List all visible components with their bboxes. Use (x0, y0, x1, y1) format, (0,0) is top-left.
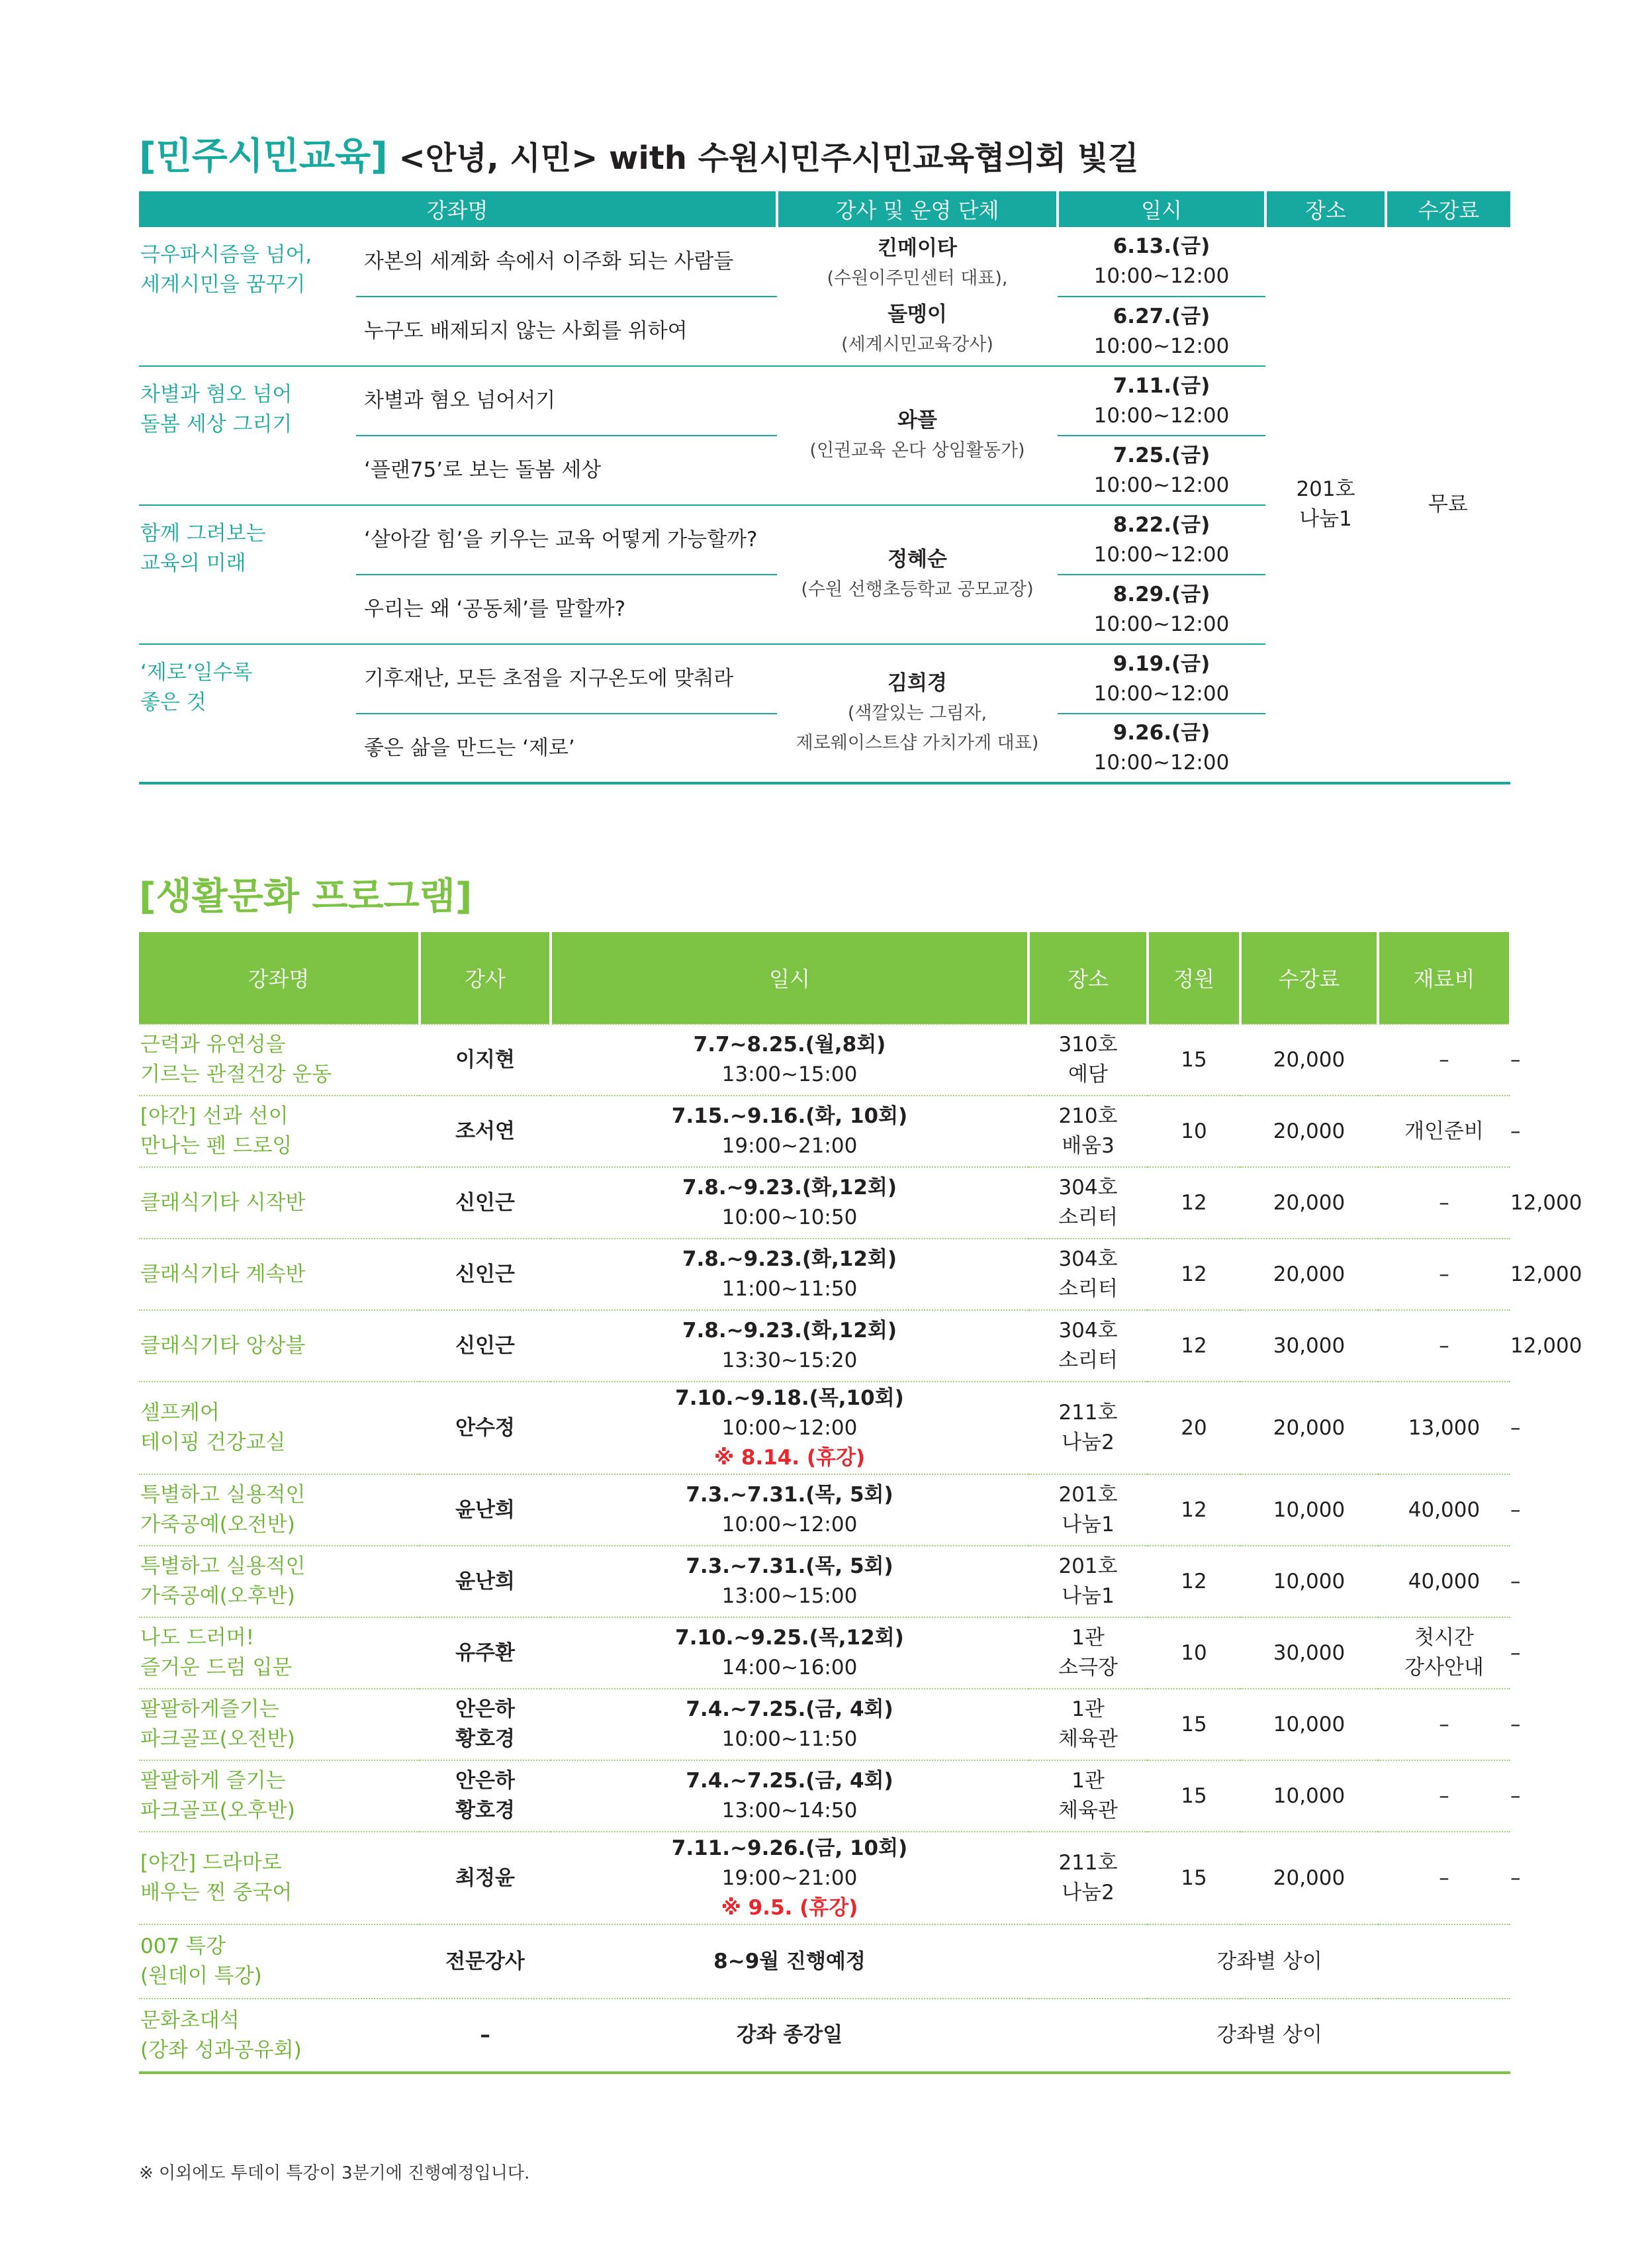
teacher-name: 황호경 (455, 1727, 515, 1751)
course-name-line: 클래식기타 앙상블 (140, 1333, 306, 1358)
date-cell (1058, 436, 1265, 505)
course-name-line: 팔팔하게즐기는 (140, 1697, 279, 1721)
schedule-cell (551, 1310, 1028, 1382)
table-row: 클래식기타 앙상블 신인근 7.8.~9.23.(화,12회) 13:30~15:20 304호 소리터 12 30,000 – 12,000 (139, 1310, 1510, 1382)
varies-cell: 강좌별 상이 (1028, 1999, 1510, 2073)
capacity-cell: 12 (1148, 1310, 1240, 1382)
date-cell (1058, 714, 1265, 783)
course-name-line: 나도 드러머! (140, 1626, 255, 1650)
place-room: 201호 (1296, 477, 1355, 501)
course-name-cell (139, 1474, 420, 1546)
material-line: 40,000 (1408, 1569, 1481, 1593)
date-day: 8.29.(금) (1113, 582, 1210, 606)
instructor-cell (777, 644, 1058, 783)
table-row (139, 227, 1510, 297)
table-row: 특별하고 실용적인 가죽공예(오후반) 윤난희 7.3.~7.31.(목, 5회) 13:00~15:00 201호 나눔1 12 10,000 40,000 – (139, 1546, 1510, 1617)
place-cell (1028, 1689, 1148, 1760)
schedule-time: 13:00~14:50 (721, 1799, 858, 1822)
varies-cell: 강좌별 상이 (1028, 1924, 1510, 1999)
header-date: 일시 (551, 932, 1028, 1024)
schedule-time: 13:00~15:00 (721, 1584, 858, 1608)
header-material: 재료비 (1378, 932, 1510, 1024)
place-line: 나눔1 (1062, 1513, 1115, 1536)
course-name-cell (139, 1546, 420, 1617)
schedule-time: 10:00~11:50 (721, 1727, 858, 1751)
teacher-cell (420, 1474, 551, 1546)
place-cell (1028, 1239, 1148, 1310)
date-cell (1058, 505, 1265, 575)
material-cell (1378, 1096, 1510, 1167)
header-fee: 수강료 (1240, 932, 1378, 1024)
theme-line: 차별과 혐오 넘어 (140, 383, 293, 406)
instructor-name: 돌멩이 (888, 302, 947, 326)
place-line: 1관 (1072, 1697, 1105, 1721)
material-cell (1378, 1167, 1510, 1239)
schedule-time: 10:00~10:50 (721, 1205, 858, 1229)
teacher-name: 황호경 (455, 1799, 515, 1822)
teacher-cell (420, 1546, 551, 1617)
instructor-cell (777, 366, 1058, 505)
capacity-cell: 12 (1148, 1167, 1240, 1239)
theme-line: 교육의 미래 (140, 551, 246, 575)
teacher-name: 이지현 (455, 1047, 515, 1072)
teacher-name: 유주환 (455, 1640, 515, 1665)
schedule-dates: 7.7~8.25.(월,8회) (693, 1033, 886, 1057)
schedule-time: 13:30~15:20 (721, 1348, 858, 1372)
capacity-cell: 12 (1148, 1239, 1240, 1310)
fee-cell: 10,000 (1240, 1689, 1378, 1760)
place-line: 304호 (1058, 1247, 1118, 1271)
place-line: 체육관 (1058, 1727, 1118, 1751)
material-cell (1378, 1239, 1510, 1310)
date-day: 7.11.(금) (1113, 373, 1210, 398)
place-line: 소극장 (1058, 1656, 1118, 1679)
course-name-cell (139, 1999, 420, 2073)
teacher-name: 윤난희 (455, 1497, 515, 1522)
teacher-cell: 전문강사 (420, 1924, 551, 1999)
material-cell (1378, 1617, 1510, 1689)
material-cell (1378, 1546, 1510, 1617)
capacity-cell: 15 (1148, 1760, 1240, 1832)
table-row: 클래식기타 계속반 신인근 7.8.~9.23.(화,12회) 11:00~11:50 304호 소리터 12 20,000 – 12,000 (139, 1239, 1510, 1310)
course-name-cell (139, 1239, 420, 1310)
instructor-name: 정혜순 (888, 547, 947, 571)
material-line: – (1439, 1047, 1449, 1072)
material-cell (1378, 1474, 1510, 1546)
special-row (139, 1999, 1510, 2073)
table-row: 근력과 유연성을 기르는 관절건강 운동 이지현 7.7~8.25.(월,8회) 13:00~15:00 310호 예담 15 20,000 – – (139, 1024, 1510, 1096)
lecture-title: 누구도 배제되지 않는 사회를 위하여 (356, 297, 777, 366)
place-cell (1028, 1310, 1148, 1382)
date-time: 10:00~12:00 (1093, 681, 1230, 706)
date-day: 6.13.(금) (1113, 234, 1210, 258)
cancel-notice: ※ 8.14. (휴강) (713, 1445, 866, 1470)
schedule-cell: 8~9월 진행예정 (551, 1924, 1028, 1999)
instructor-name: 킨메이타 (878, 236, 957, 260)
fee-cell: 10,000 (1240, 1546, 1378, 1617)
course-name-line: (원데이 특강) (140, 1964, 262, 1988)
schedule-cell (551, 1096, 1028, 1167)
place-line: 예담 (1068, 1063, 1108, 1086)
capacity-cell: 15 (1148, 1832, 1240, 1924)
place-line: 소리터 (1058, 1348, 1118, 1372)
lecture-title: ‘살아갈 힘’을 키우는 교육 어떻게 가능할까? (356, 505, 777, 575)
place-line: 체육관 (1058, 1799, 1118, 1822)
instructor-org: (색깔있는 그림자, (847, 703, 987, 724)
header-teacher: 강사 (420, 932, 551, 1024)
theme-cell (139, 505, 356, 644)
capacity-cell: 10 (1148, 1617, 1240, 1689)
place-line: 304호 (1058, 1319, 1118, 1343)
schedule-dates: 7.3.~7.31.(목, 5회) (686, 1483, 893, 1507)
schedule-cell (551, 1024, 1028, 1096)
instructor-cell (777, 505, 1058, 644)
instructor-org: (인권교육 온다 상임활동가) (809, 440, 1025, 461)
date-cell (1058, 297, 1265, 366)
capacity-cell: 15 (1148, 1689, 1240, 1760)
teacher-name: 신인근 (455, 1190, 515, 1215)
table-row: 나도 드러머! 즐거운 드럼 입문 유주환 7.10.~9.25.(목,12회) 14:00~16:00 1관 소극장 10 30,000 첫시간 강사안내 – (139, 1617, 1510, 1689)
course-name-cell (139, 1024, 420, 1096)
course-name-line: 특별하고 실용적인 (140, 1483, 306, 1507)
schedule-cell: 강좌 종강일 (551, 1999, 1028, 2073)
section1-title-bracket: [민주시민교육] (139, 135, 388, 178)
date-time: 10:00~12:00 (1093, 542, 1230, 567)
material-cell (1378, 1760, 1510, 1832)
header-date: 일시 (1058, 191, 1265, 227)
cancel-notice: ※ 9.5. (휴강) (721, 1895, 858, 1920)
schedule-cell (551, 1689, 1028, 1760)
course-name-line: 007 특강 (140, 1934, 226, 1958)
fee-cell: 20,000 (1240, 1382, 1378, 1474)
place-cell (1028, 1617, 1148, 1689)
place-room-name: 나눔1 (1299, 507, 1352, 531)
header-course: 강좌명 (139, 191, 777, 227)
teacher-name: 최정윤 (455, 1866, 515, 1890)
material-line: 강사안내 (1404, 1656, 1484, 1679)
place-line: 201호 (1058, 1483, 1118, 1507)
schedule-cell (551, 1760, 1028, 1832)
material-cell (1378, 1024, 1510, 1096)
instructor-name: 와플 (897, 408, 937, 432)
schedule-cell (551, 1167, 1028, 1239)
lecture-title: ‘플랜75’로 보는 돌봄 세상 (356, 436, 777, 505)
teacher-cell (420, 1760, 551, 1832)
table-row: 특별하고 실용적인 가죽공예(오전반) 윤난희 7.3.~7.31.(목, 5회) 10:00~12:00 201호 나눔1 12 10,000 40,000 – (139, 1474, 1510, 1546)
fee-cell: 20,000 (1240, 1832, 1378, 1924)
header-place: 장소 (1265, 191, 1386, 227)
course-name-line: 가죽공예(오전반) (140, 1513, 295, 1536)
material-cell (1378, 1832, 1510, 1924)
course-name-line: 테이핑 건강교실 (140, 1431, 286, 1454)
schedule-dates: 7.3.~7.31.(목, 5회) (686, 1554, 893, 1578)
civic-education-table (139, 191, 1510, 784)
schedule-time: 10:00~12:00 (721, 1513, 858, 1536)
place-cell (1028, 1760, 1148, 1832)
place-cell (1028, 1832, 1148, 1924)
footnote: ※ 이외에도 투데이 특강이 3분기에 진행예정입니다. (139, 2163, 530, 2183)
lecture-title: 우리는 왜 ‘공동체’를 말할까? (356, 575, 777, 644)
material-cell (1378, 1382, 1510, 1474)
teacher-name: 안수정 (455, 1415, 515, 1440)
section1-title-rest: <안녕, 시민> with 수원시민주시민교육협의회 빛길 (398, 140, 1139, 177)
date-time: 10:00~12:00 (1093, 751, 1230, 775)
material-cell (1378, 1689, 1510, 1760)
material-cell (1378, 1310, 1510, 1382)
capacity-cell: 10 (1148, 1096, 1240, 1167)
fee-cell: 30,000 (1240, 1617, 1378, 1689)
place-cell (1028, 1167, 1148, 1239)
place-cell (1028, 1546, 1148, 1617)
teacher-cell: – (420, 1999, 551, 2073)
capacity-cell: 20 (1148, 1382, 1240, 1474)
date-day: 8.22.(금) (1113, 512, 1210, 537)
theme-line: ‘제로’일수록 (140, 661, 253, 685)
table-header-row (139, 191, 1510, 227)
header-capacity: 정원 (1148, 932, 1240, 1024)
course-name-cell (139, 1310, 420, 1382)
date-time: 10:00~12:00 (1093, 264, 1230, 288)
place-line: 201호 (1058, 1554, 1118, 1578)
fee-cell: 무료 (1428, 492, 1468, 516)
lecture-title: 차별과 혐오 넘어서기 (356, 366, 777, 436)
schedule-dates: 7.10.~9.25.(목,12회) (675, 1626, 904, 1650)
course-name-line: 즐거운 드럼 입문 (140, 1656, 293, 1679)
course-name-line: 팔팔하게 즐기는 (140, 1769, 286, 1793)
schedule-time: 11:00~11:50 (721, 1277, 858, 1301)
course-name-line: 특별하고 실용적인 (140, 1554, 306, 1578)
teacher-cell (420, 1382, 551, 1474)
theme-line: 세계시민을 꿈꾸기 (140, 273, 306, 297)
material-line: – (1439, 1712, 1449, 1736)
schedule-time: 10:00~12:00 (721, 1415, 858, 1440)
section2-title-text: [생활문화 프로그램] (139, 875, 473, 918)
material-line: 개인준비 (1404, 1119, 1484, 1143)
schedule-dates: 7.8.~9.23.(화,12회) (682, 1319, 897, 1343)
lecture-title: 좋은 삶을 만드는 ‘제로’ (356, 714, 777, 783)
header-place: 장소 (1028, 932, 1148, 1024)
material-line: – (1439, 1190, 1449, 1215)
fee-cell: 10,000 (1240, 1474, 1378, 1546)
schedule-cell (551, 1382, 1028, 1474)
instructor-org: 제로웨이스트샵 가치가게 대표) (796, 733, 1039, 753)
material-line: – (1439, 1262, 1449, 1286)
instructor-org: (수원 선행초등학교 공모교장) (801, 579, 1034, 600)
date-time: 10:00~12:00 (1093, 612, 1230, 636)
schedule-dates: 7.11.~9.26.(금, 10회) (671, 1836, 908, 1860)
theme-line: 돌봄 세상 그리기 (140, 412, 293, 436)
date-cell (1058, 227, 1265, 297)
date-cell (1058, 644, 1265, 714)
course-name-line: 파크골프(오후반) (140, 1799, 295, 1822)
header-instructor: 강사 및 운영 단체 (777, 191, 1058, 227)
place-line: 310호 (1058, 1033, 1118, 1057)
course-name-line: [야간] 드라마로 (140, 1851, 282, 1875)
table-row: 클래식기타 시작반 신인근 7.8.~9.23.(화,12회) 10:00~10:50 304호 소리터 12 20,000 – 12,000 (139, 1167, 1510, 1239)
fee-cell: 20,000 (1240, 1024, 1378, 1096)
date-time: 10:00~12:00 (1093, 403, 1230, 428)
schedule-time: 19:00~21:00 (721, 1866, 858, 1890)
culture-program-table (139, 932, 1582, 2074)
date-day: 9.26.(금) (1113, 721, 1210, 745)
place-cell (1028, 1096, 1148, 1167)
material-line: – (1439, 1333, 1449, 1358)
lecture-title: 기후재난, 모든 초점을 지구온도에 맞춰라 (356, 644, 777, 714)
date-day: 9.19.(금) (1113, 651, 1210, 676)
course-name-cell (139, 1167, 420, 1239)
course-name-cell (139, 1617, 420, 1689)
course-name-cell (139, 1382, 420, 1474)
teacher-cell (420, 1024, 551, 1096)
schedule-cell (551, 1546, 1028, 1617)
instructor-org: (수원이주민센터 대표), (827, 267, 1008, 289)
place-cell (1028, 1382, 1148, 1474)
capacity-cell: 15 (1148, 1024, 1240, 1096)
schedule-time: 13:00~15:00 (721, 1063, 858, 1086)
course-name-cell (139, 1096, 420, 1167)
theme-cell (139, 644, 356, 783)
material-line: 13,000 (1408, 1415, 1481, 1440)
schedule-dates: 7.4.~7.25.(금, 4회) (686, 1769, 893, 1793)
course-name-line: 근력과 유연성을 (140, 1033, 286, 1057)
theme-cell (139, 227, 356, 366)
date-cell (1058, 575, 1265, 644)
fee-cell: 20,000 (1240, 1167, 1378, 1239)
header-fee: 수강료 (1386, 191, 1510, 227)
schedule-time: 19:00~21:00 (721, 1134, 858, 1158)
place-cell (1028, 1024, 1148, 1096)
teacher-name: 신인근 (455, 1262, 515, 1286)
table-row: 팔팔하게즐기는 파크골프(오전반) 안은하 황호경 7.4.~7.25.(금, 4회) 10:00~11:50 1관 체육관 15 10,000 – – (139, 1689, 1510, 1760)
capacity-cell: 12 (1148, 1474, 1240, 1546)
schedule-time: 14:00~16:00 (721, 1656, 858, 1679)
date-day: 7.25.(금) (1113, 443, 1210, 467)
schedule-dates: 7.8.~9.23.(화,12회) (682, 1176, 897, 1200)
date-day: 6.27.(금) (1113, 304, 1210, 328)
course-name-line: 클래식기타 시작반 (140, 1190, 306, 1215)
place-line: 소리터 (1058, 1277, 1118, 1301)
place-cell (1028, 1474, 1148, 1546)
material-line: 40,000 (1408, 1497, 1481, 1522)
teacher-cell (420, 1239, 551, 1310)
table-header-row: 강좌명 강사 일시 장소 정원 수강료 재료비 교재비 (139, 932, 1510, 1024)
place-line: 210호 (1058, 1104, 1118, 1128)
theme-line: 좋은 것 (140, 690, 206, 714)
schedule-dates: 7.4.~7.25.(금, 4회) (686, 1697, 893, 1721)
course-name-cell (139, 1924, 420, 1999)
fee-cell: 20,000 (1240, 1239, 1378, 1310)
place-line: 211호 (1058, 1851, 1118, 1875)
fee-cell: 20,000 (1240, 1096, 1378, 1167)
course-name-line: 클래식기타 계속반 (140, 1262, 306, 1286)
material-line: – (1439, 1866, 1449, 1890)
material-line: 첫시간 (1414, 1626, 1474, 1650)
instructor-cell (777, 227, 1058, 366)
capacity-cell: 12 (1148, 1546, 1240, 1617)
place-line: 소리터 (1058, 1205, 1118, 1229)
place-line: 나눔1 (1062, 1584, 1115, 1608)
fee-cell: 10,000 (1240, 1760, 1378, 1832)
teacher-name: 조서연 (455, 1119, 515, 1143)
teacher-cell (420, 1617, 551, 1689)
section1-title (139, 127, 1139, 180)
place-line: 1관 (1072, 1626, 1105, 1650)
schedule-cell (551, 1474, 1028, 1546)
instructor-org: (세계시민교육강사) (841, 334, 993, 355)
place-line: 나눔2 (1062, 1881, 1115, 1905)
course-name-line: 배우는 찐 중국어 (140, 1881, 293, 1905)
course-name-cell (139, 1760, 420, 1832)
course-name-cell (139, 1689, 420, 1760)
place-line: 나눔2 (1062, 1431, 1115, 1454)
theme-cell (139, 366, 356, 505)
schedule-cell (551, 1617, 1028, 1689)
teacher-cell (420, 1167, 551, 1239)
place-cell (1265, 227, 1386, 783)
course-name-line: 가죽공예(오후반) (140, 1584, 295, 1608)
place-line: 배움3 (1062, 1134, 1115, 1158)
special-row (139, 1924, 1510, 1999)
table-row: 팔팔하게 즐기는 파크골프(오후반) 안은하 황호경 7.4.~7.25.(금, 4회) 13:00~14:50 1관 체육관 15 10,000 – – (139, 1760, 1510, 1832)
schedule-dates: 7.10.~9.18.(목,10회) (675, 1386, 904, 1410)
table-row: [야간] 선과 선이 만나는 펜 드로잉 조서연 7.15.~9.16.(화, 10회) 19:00~21:00 210호 배움3 10 20,000 개인준비 – (139, 1096, 1510, 1167)
teacher-name: 윤난희 (455, 1569, 515, 1593)
schedule-cell (551, 1832, 1028, 1924)
teacher-cell (420, 1832, 551, 1924)
place-line: 304호 (1058, 1176, 1118, 1200)
course-name-line: 파크골프(오전반) (140, 1727, 295, 1751)
teacher-cell (420, 1689, 551, 1760)
place-line: 1관 (1072, 1769, 1105, 1793)
teacher-cell (420, 1310, 551, 1382)
course-name-line: 문화초대석 (140, 2008, 240, 2032)
date-time: 10:00~12:00 (1093, 473, 1230, 497)
theme-line: 함께 그려보는 (140, 522, 266, 545)
lecture-title: 자본의 세계화 속에서 이주화 되는 사람들 (364, 249, 734, 273)
instructor-name: 김희경 (888, 671, 947, 695)
schedule-cell (551, 1239, 1028, 1310)
table-row: 셀프케어 테이핑 건강교실 안수정 7.10.~9.18.(목,10회) 10:00~12:00 ※ 8.14. (휴강) 211호 나눔2 20 20,000 13,000 – (139, 1382, 1510, 1474)
date-time: 10:00~12:00 (1093, 334, 1230, 358)
schedule-dates: 7.15.~9.16.(화, 10회) (671, 1104, 908, 1128)
course-name-line: 기르는 관절건강 운동 (140, 1063, 332, 1086)
teacher-name: 신인근 (455, 1333, 515, 1358)
course-name-line: 셀프케어 (140, 1401, 220, 1425)
header-course: 강좌명 (139, 932, 420, 1024)
material-line: – (1439, 1783, 1449, 1808)
teacher-cell (420, 1096, 551, 1167)
schedule-dates: 7.8.~9.23.(화,12회) (682, 1247, 897, 1271)
teacher-name: 안은하 (455, 1769, 515, 1793)
fee-cell: 30,000 (1240, 1310, 1378, 1382)
place-line: 211호 (1058, 1401, 1118, 1425)
section2-title (139, 867, 472, 920)
teacher-name: 안은하 (455, 1697, 515, 1721)
course-name-cell (139, 1832, 420, 1924)
date-cell (1058, 366, 1265, 436)
course-name-line: [야간] 선과 선이 (140, 1104, 289, 1128)
theme-line: 극우파시즘을 넘어, (140, 243, 312, 267)
table-row: [야간] 드라마로 배우는 찐 중국어 최정윤 7.11.~9.26.(금, 10회) 19:00~21:00 ※ 9.5. (휴강) 211호 나눔2 15 20,000 – – (139, 1832, 1510, 1924)
course-name-line: 만나는 펜 드로잉 (140, 1134, 293, 1158)
course-name-line: (강좌 성과공유회) (140, 2038, 302, 2062)
